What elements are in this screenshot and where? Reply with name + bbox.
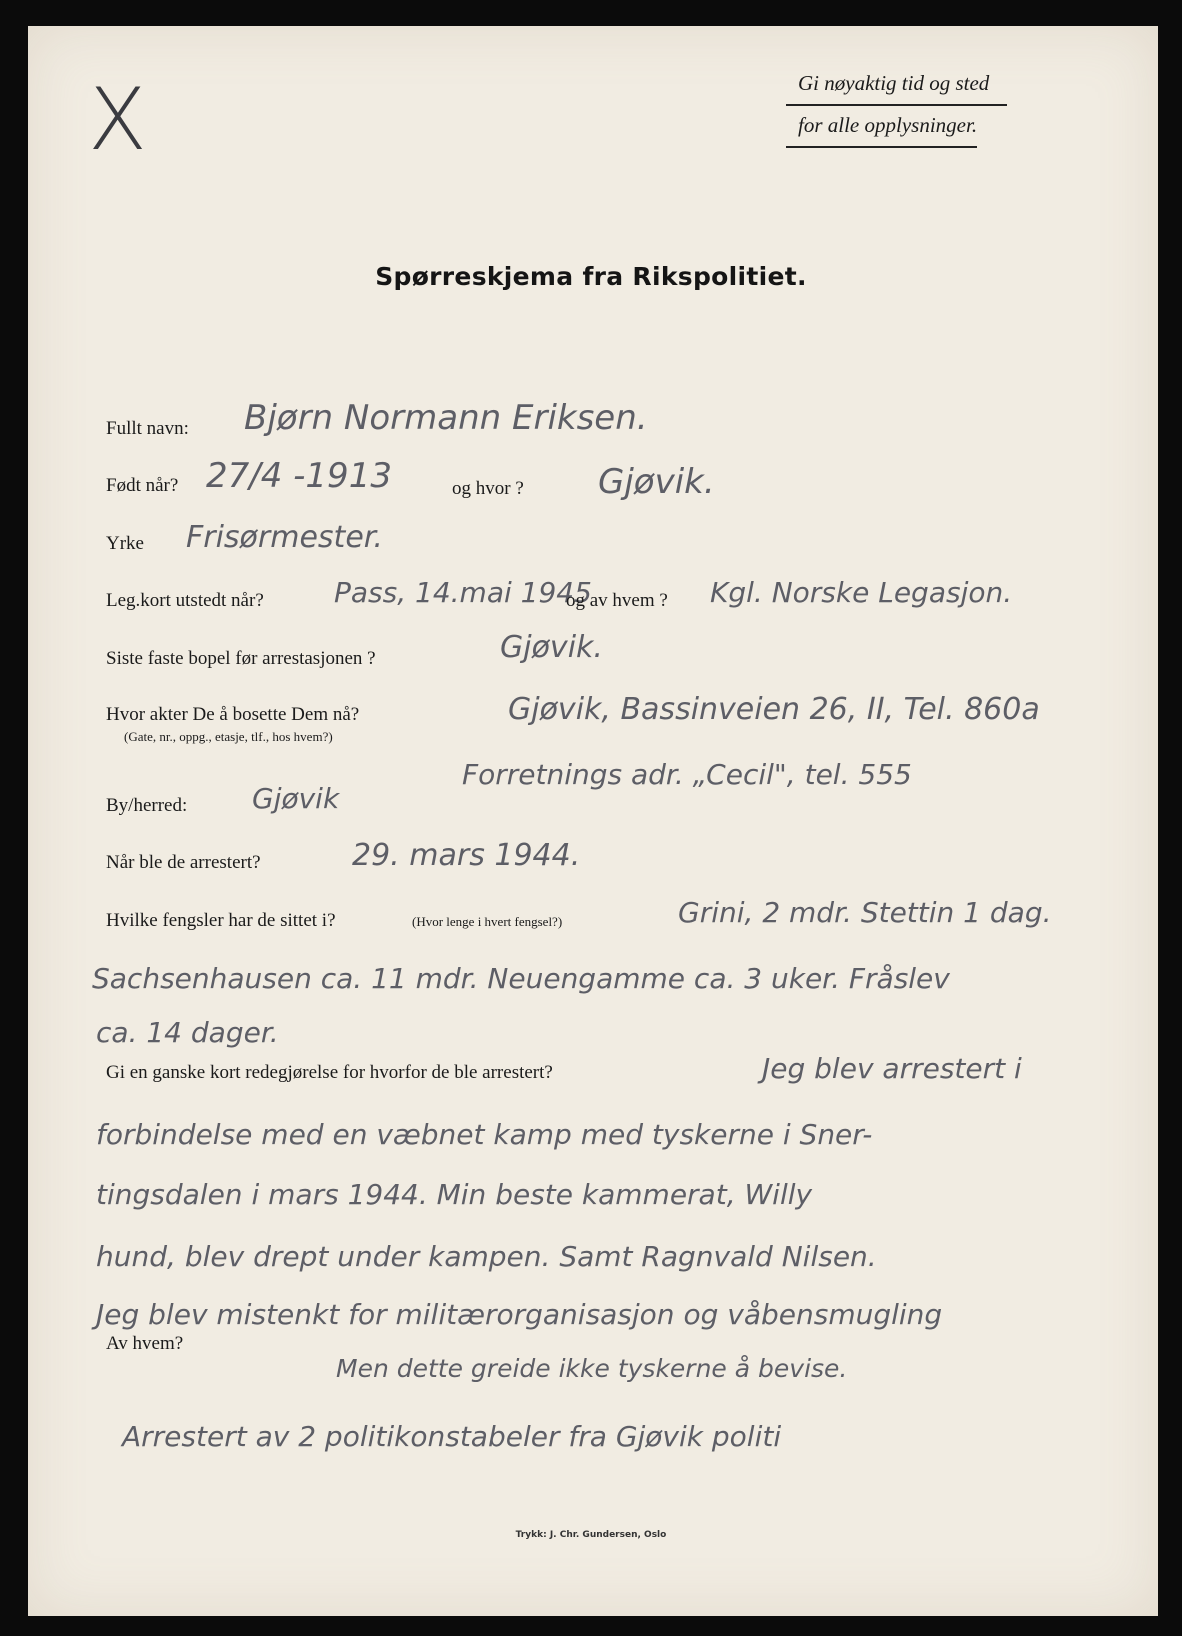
notice-line-2: for alle opplysninger. (786, 106, 977, 148)
settle-value-line-1: Gjøvik, Bassinveien 26, II, Tel. 860a (508, 692, 1040, 727)
prisons-value-line-3: ca. 14 dager. (96, 1016, 279, 1049)
arrest-date-label: Når ble de arrestert? (106, 852, 261, 873)
handwritten-x-mark: X (88, 70, 147, 170)
prisons-value-line-2: Sachsenhausen ca. 11 mdr. Neuengamme ca. 3 uker. Fråslev (92, 962, 950, 995)
profession-value: Frisørmester. (186, 520, 383, 555)
birthplace-label: og hvor ? (452, 478, 524, 499)
reason-label: Gi en ganske kort redegjørelse for hvorfor de ble arrestert? (106, 1062, 553, 1083)
municipality-label: By/herred: (106, 795, 188, 816)
name-value: Bjørn Normann Eriksen. (244, 398, 648, 438)
settle-label: Hvor akter De å bosette Dem nå? (106, 704, 360, 725)
prisons-label: Hvilke fengsler har de sittet i? (106, 910, 336, 931)
last-address-value: Gjøvik. (500, 630, 603, 665)
id-card-issuer-label: og av hvem ? (566, 590, 668, 611)
last-address-label: Siste faste bopel før arrestasjonen ? (106, 648, 376, 669)
profession-label: Yrke (106, 533, 144, 554)
form-title: Spørreskjema fra Rikspolitiet. (375, 262, 807, 291)
id-card-label: Leg.kort utstedt når? (106, 590, 264, 611)
birthplace-value: Gjøvik. (598, 462, 715, 502)
printer-credit: Trykk: J. Chr. Gundersen, Oslo (515, 1530, 667, 1540)
by-whom-value-line-2: Arrestert av 2 politikonstabeler fra Gjøvik politi (122, 1420, 782, 1453)
name-label: Fullt navn: (106, 418, 189, 439)
id-card-date-value: Pass, 14.mai 1945 (334, 576, 592, 609)
instruction-notice (786, 64, 1007, 148)
prisons-sublabel: (Hvor lenge i hvert fengsel?) (412, 914, 563, 929)
reason-value-line-5: Jeg blev mistenkt for militærorganisasjon og våbensmugling (96, 1298, 943, 1331)
born-label: Født når? (106, 475, 179, 496)
reason-value-line-4: hund, blev drept under kampen. Samt Ragnvald Nilsen. (96, 1240, 877, 1273)
reason-value-line-1: Jeg blev arrestert i (762, 1052, 1022, 1085)
arrest-date-value: 29. mars 1944. (352, 838, 581, 873)
settle-sublabel: (Gate, nr., oppg., etasje, tlf., hos hvem?) (124, 729, 333, 744)
prisons-value-line-1: Grini, 2 mdr. Stettin 1 dag. (678, 896, 1052, 929)
born-date-value: 27/4 -1913 (206, 456, 392, 496)
id-card-issuer-value: Kgl. Norske Legasjon. (710, 576, 1013, 609)
notice-line-1: Gi nøyaktig tid og sted (786, 64, 1007, 106)
settle-value-line-2: Forretnings adr. „Cecil", tel. 555 (462, 758, 912, 791)
by-whom-label: Av hvem? (106, 1333, 184, 1354)
reason-value-line-3: tingsdalen i mars 1944. Min beste kammerat, Willy (96, 1178, 813, 1211)
municipality-value: Gjøvik (252, 782, 340, 815)
reason-value-line-2: forbindelse med en væbnet kamp med tyskerne i Sner- (96, 1118, 873, 1151)
by-whom-value-line-1: Men dette greide ikke tyskerne å bevise. (336, 1354, 848, 1383)
